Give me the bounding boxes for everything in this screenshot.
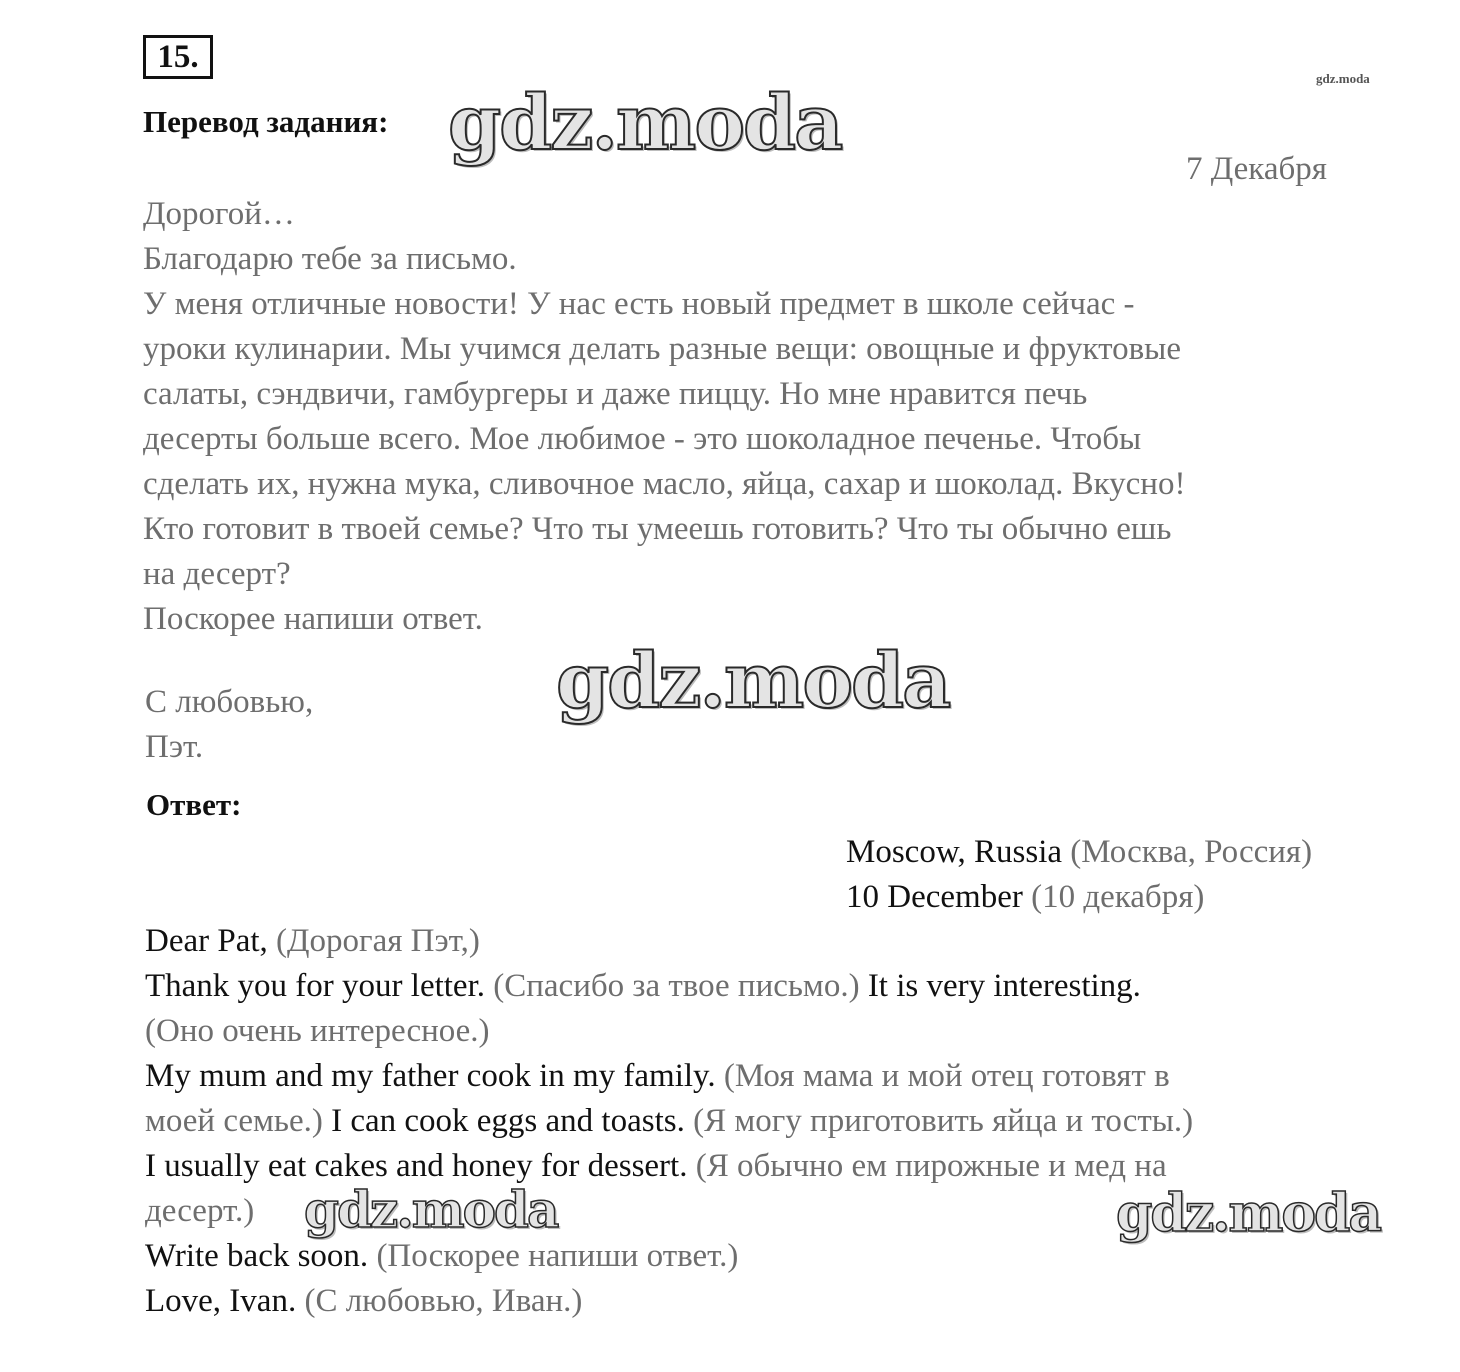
watermark-small: gdz.moda	[1316, 71, 1370, 86]
watermark-logo: gdz.moda	[556, 636, 950, 725]
love-en: Love, Ivan.	[145, 1283, 297, 1319]
translation-line: на десерт?	[143, 556, 291, 592]
write-en: Write back soon.	[145, 1238, 369, 1274]
dessert-en: I usually eat cakes and honey for dessert.	[145, 1148, 688, 1184]
translation-line: уроки кулинарии. Мы учимся делать разные вещи: овощные и фруктовые	[143, 331, 1181, 367]
greeting-en: Dear Pat,	[145, 923, 268, 959]
answer-line	[145, 964, 1193, 1009]
letter-date: 7 Декабря	[1186, 151, 1327, 187]
date-en: 10 December	[846, 879, 1023, 915]
family-ru: (Моя мама и мой отец готовят в	[723, 1058, 1170, 1094]
translation-line: Благодарю тебе за письмо.	[143, 241, 517, 277]
answer-line	[145, 1234, 1193, 1279]
interesting-en: It is very interesting.	[867, 968, 1141, 1004]
write-ru: (Поскорее напиши ответ.)	[376, 1238, 739, 1274]
task-heading: Перевод задания:	[143, 104, 389, 139]
closing-line: С любовью,	[145, 684, 314, 720]
answer-line	[145, 1054, 1193, 1099]
translation-line: Кто готовит в твоей семье? Что ты умеешь готовить? Что ты обычно ешь	[143, 511, 1172, 547]
love-ru: (С любовью, Иван.)	[304, 1283, 583, 1319]
answer-line	[145, 1279, 1193, 1324]
translation-line: сделать их, нужна мука, сливочное масло, яйца, сахар и шоколад. Вкусно!	[143, 466, 1186, 502]
translation-line: десерты больше всего. Мое любимое - это шоколадное печенье. Чтобы	[143, 421, 1142, 457]
translation-line: Дорогой…	[143, 196, 295, 232]
watermark-logo: gdz.moda	[304, 1180, 558, 1239]
greeting-ru: (Дорогая Пэт,)	[276, 923, 480, 959]
thanks-ru: (Спасибо за твое письмо.)	[493, 968, 860, 1004]
answer-line	[145, 1144, 1193, 1189]
translation-closing	[145, 680, 313, 770]
family-en: My mum and my father cook in my family.	[145, 1058, 716, 1094]
translation-line: У меня отличные новости! У нас есть новый предмет в школе сейчас -	[143, 286, 1135, 322]
dessert-ru: (Я обычно ем пирожные и мед на	[695, 1148, 1167, 1184]
address-ru: (Москва, Россия)	[1070, 834, 1313, 870]
answer-line	[145, 1099, 1193, 1144]
watermark-logo: gdz.moda	[1116, 1183, 1381, 1244]
answer-address	[846, 830, 1312, 875]
date-ru: (10 декабря)	[1031, 879, 1205, 915]
signature: Пэт.	[145, 729, 204, 765]
answer-date	[846, 875, 1204, 920]
cook-ru: (Я могу приготовить яйца и тосты.)	[693, 1103, 1194, 1139]
translation-line: салаты, сэндвичи, гамбургеры и даже пиццу. Но мне нравится печь	[143, 376, 1088, 412]
watermark-logo: gdz.moda	[448, 78, 842, 167]
interesting-ru: (Оно очень интересное.)	[145, 1013, 490, 1049]
dessert-ru-cont: десерт.)	[145, 1193, 255, 1229]
translation-line: Поскорее напиши ответ.	[143, 601, 483, 637]
exercise-number: 15.	[143, 35, 213, 79]
answer-line	[145, 919, 1193, 964]
address-en: Moscow, Russia	[846, 834, 1063, 870]
family-ru-cont: моей семье.)	[145, 1103, 323, 1139]
cook-en: I can cook eggs and toasts.	[331, 1103, 685, 1139]
translation-body	[143, 192, 1185, 642]
answer-body	[145, 919, 1193, 1324]
answer-heading: Ответ:	[146, 787, 242, 822]
thanks-en: Thank you for your letter.	[145, 968, 485, 1004]
